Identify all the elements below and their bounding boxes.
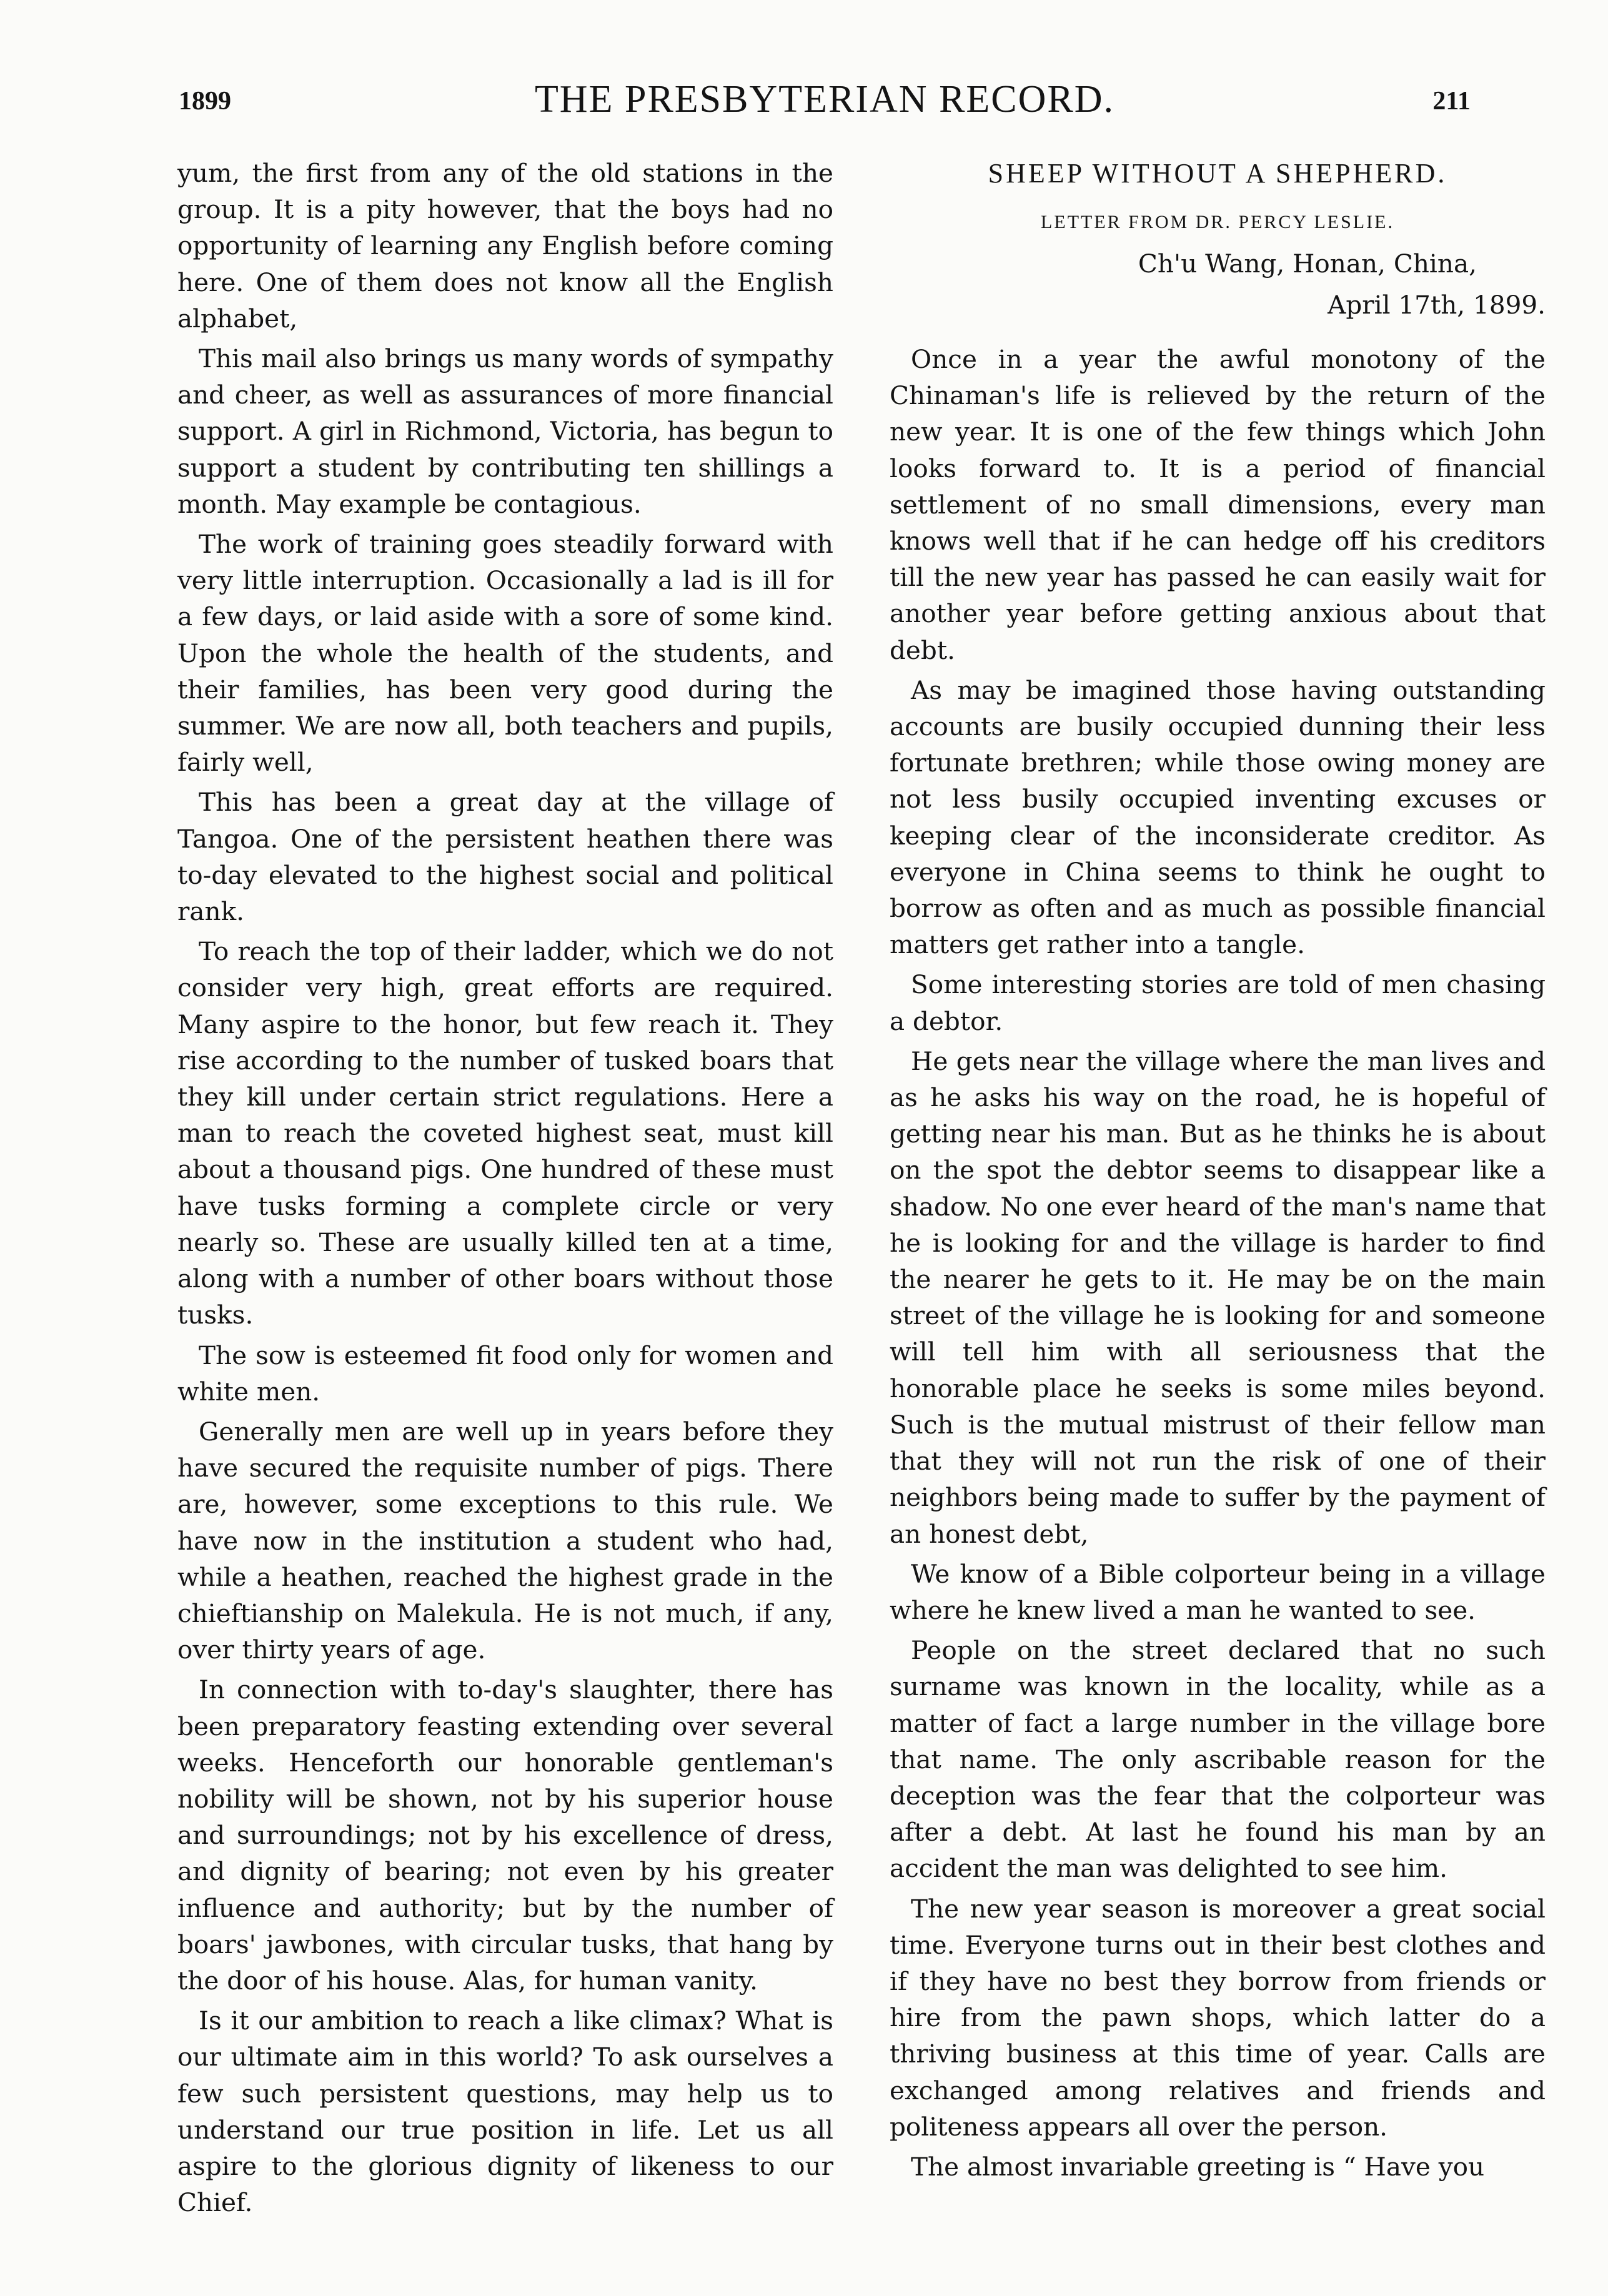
right-paragraph-2: As may be imagined those having outstanding accounts are busily occupied dunning their less fortunate brethren; while those owing money are not less busily occupied inventing excuses or keeping clear of the inconsiderate creditor. As everyone in China seems to think he ought to borrow as often and as much as possible financial matters get rather into a tangle. [890, 675, 1546, 960]
journal-title: THE PRESBYTERIAN RECORD. [534, 78, 1115, 121]
right-paragraph-5: We know of a Bible colporteur being in a village where he knew lived a man he wanted to see. [890, 1558, 1546, 1625]
left-paragraph-6: The sow is esteemed fit food only for women and white men. [177, 1340, 833, 1407]
left-paragraph-7: Generally men are well up in years before they have secured the requisite number of pigs. There are, however, some exceptions to this rule. We have now in the institution a student who had, while a heathen, reached the highest grade in the chieftianship on Malekula. He is not much, if any, over thirty years of age. [177, 1416, 833, 1665]
left-paragraph-5: To reach the top of their ladder, which we do not consider very high, great efforts are required. Many aspire to the honor, but few reach it. They rise according to the number of tusked boars that they kill under certain strict regulations. Here a man to reach the coveted highest seat, must kill about a thousand pigs. One hundred of these must have tusks forming a complete circle or very nearly so. These are usually killed ten at a time, along with a number of other boars without those tusks. [177, 936, 833, 1330]
article-byline: LETTER FROM DR. PERCY LESLIE. [1041, 212, 1394, 232]
right-paragraph-1: Once in a year the awful monotony of the Chinaman's life is relieved by the return of the new year. It is one of the few things which John looks forward to. It is a period of financial settlement of no small dimensions, every man knows well that if he can hedge off his creditors till the new year has passed he can easily wait for another year before getting anxious about that debt. [890, 344, 1546, 665]
right-paragraph-3: Some interesting stories are told of men chasing a debtor. [890, 969, 1546, 1036]
left-paragraph-9: Is it our ambition to reach a like climax? What is our ultimate aim in this world? To ask ourselves a few such persistent questions, may help us to understand our true position in life. Let us all aspire to the glorious dignity of likeness to our Chief. [177, 2006, 833, 2218]
right-paragraph-4: He gets near the village where the man lives and as he asks his way on the road, he is hopeful of getting near his man. But as he thinks he is about on the spot the debtor seems to disappear like a shadow. No one ever heard of the man's name that he is looking for and the village is harder to find the nearer he gets to it. He may be on the main street of the village he is looking for and someone will tell him with all seriousness that the honorable place he seeks is some miles beyond. Such is the mutual mistrust of their fellow man that they will not run the risk of one of their neighbors being made to suffer by the payment of an honest debt, [890, 1046, 1546, 1549]
right-paragraph-7: The new year season is moreover a great social time. Everyone turns out in their best clothes and if they have no best they borrow from friends or hire from the pawn shops, which latter do a thriving business at this time of year. Calls are exchanged among relatives and friends and politeness appears all over the person. [890, 1893, 1546, 2142]
header-year: 1899 [179, 87, 231, 116]
left-paragraph-1: yum, the first from any of the old stations in the group. It is a pity however, that the boys had no opportunity of learning any English before coming here. One of them does not know all the English alphabet, [177, 158, 833, 334]
letter-date: April 17th, 1899. [1328, 290, 1546, 320]
left-paragraph-4: This has been a great day at the village of Tangoa. One of the persistent heathen there was to-day elevated to the highest social and political rank. [177, 787, 833, 927]
article-title: SHEEP WITHOUT A SHEPHERD. [988, 158, 1447, 189]
right-paragraph-6: People on the street declared that no such surname was known in the locality, while as a matter of fact a large number in the village bore that name. The only ascribable reason for the deception was the fear that the colporteur was after a debt. At last he found his man by an accident the man was delighted to see him. [890, 1635, 1546, 1884]
right-column [890, 155, 1546, 2185]
left-paragraph-8: In connection with to-day's slaughter, there has been preparatory feasting extending over several weeks. Henceforth our honorable gentleman's nobility will be shown, not by his superior house and surroundings; not by his excellence of dress, and dignity of bearing; not even by his greater influence and authority; but by the number of boars' jawbones, with circular tusks, that hang by the door of his house. Alas, for human vanity. [177, 1675, 833, 1996]
running-header [179, 77, 1471, 122]
letter-place: Ch'u Wang, Honan, China, [1138, 249, 1477, 279]
left-paragraph-3: The work of training goes steadily forward with very little interruption. Occasionally a lad is ill for a few days, or laid aside with a sore of some kind. Upon the whole the health of the students, and their families, has been very good during the summer. We are now all, both teachers and pupils, fairly well, [177, 529, 833, 778]
right-paragraph-8: The almost invariable greeting is “ Have you [911, 2151, 1485, 2182]
left-paragraph-2: This mail also brings us many words of sympathy and cheer, as well as assurances of more financial support. A girl in Richmond, Victoria, has begun to support a student by contributing ten shillings a month. May example be contagious. [177, 344, 833, 519]
page-number: 211 [1432, 87, 1471, 116]
left-column [177, 155, 833, 2220]
